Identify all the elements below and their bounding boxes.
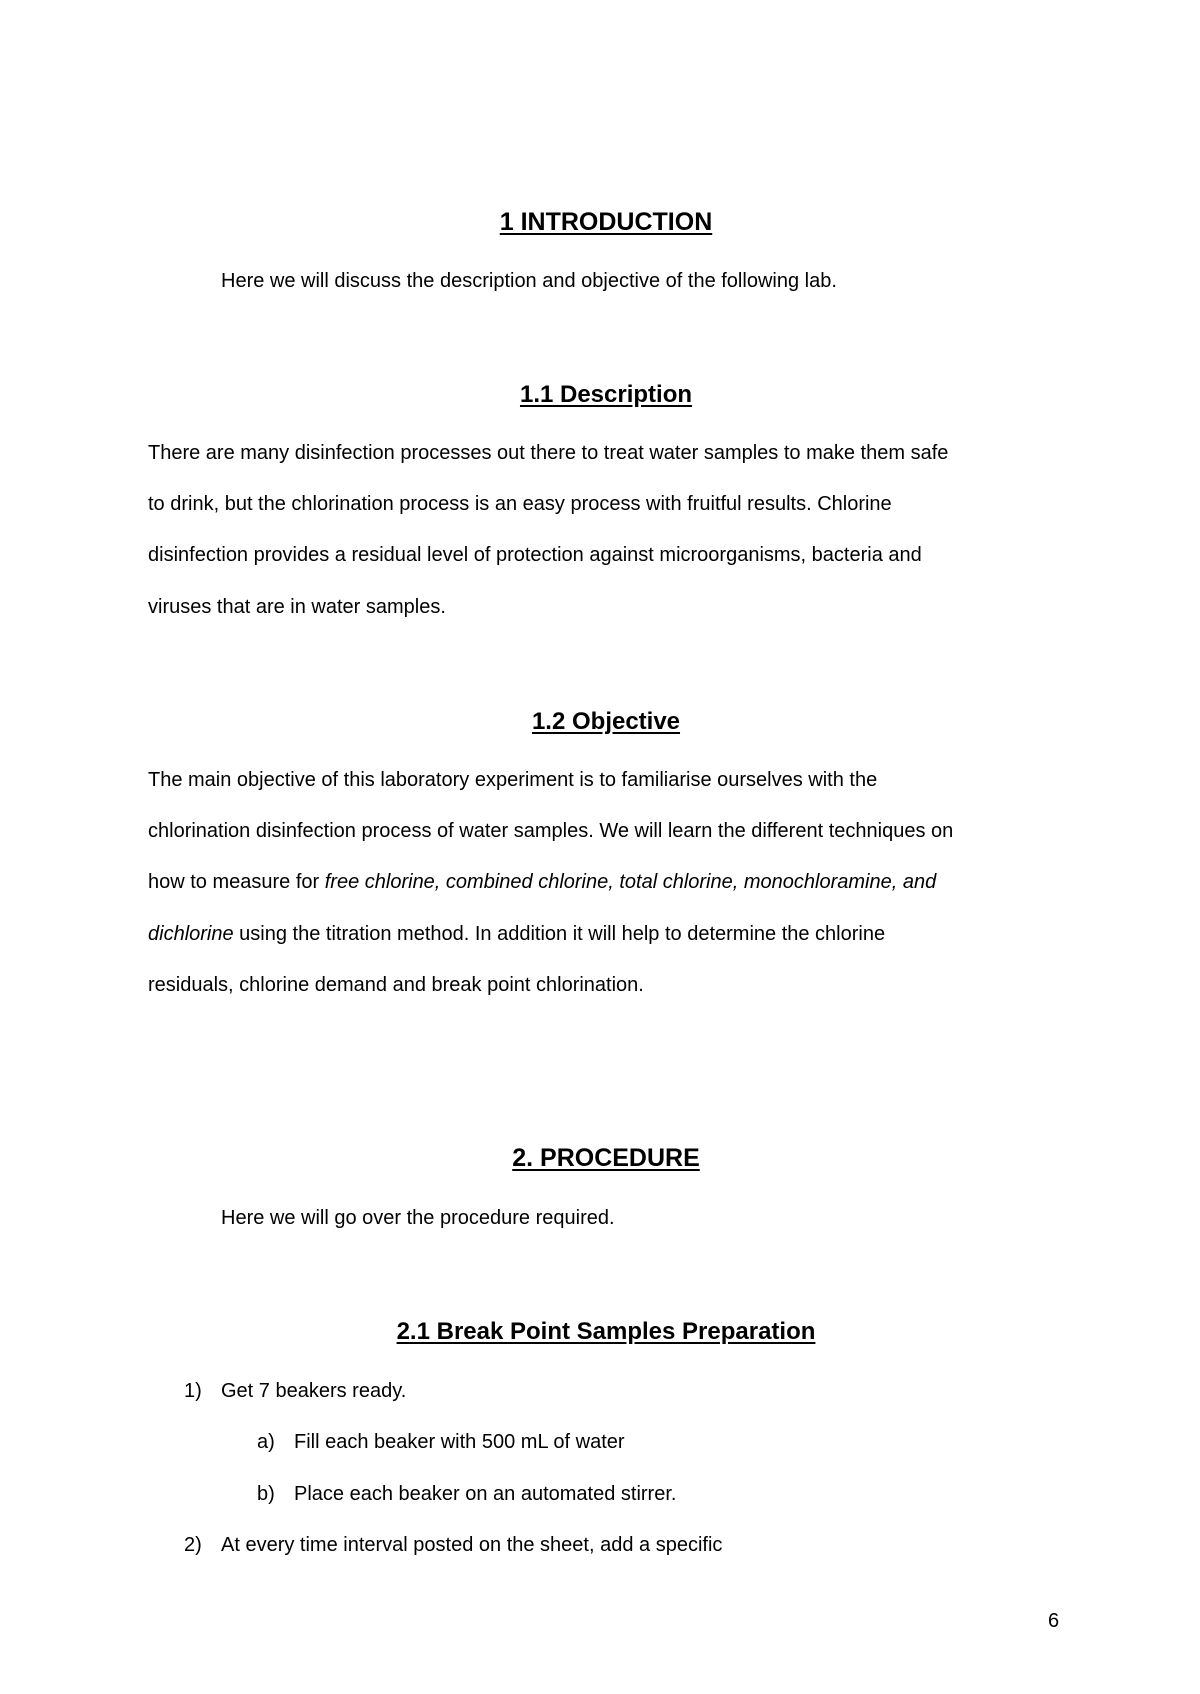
introduction-text: Here we will discuss the description and objective of the following lab. (221, 270, 837, 292)
page-number: 6 (1048, 1610, 1060, 1632)
sub-item-letter: a) (257, 1431, 275, 1453)
sub-item-text: Fill each beaker with 500 mL of water (294, 1431, 625, 1453)
list-item-number: 2) (184, 1534, 202, 1556)
objective-text: how to measure for (148, 871, 325, 893)
list-item-text: At every time interval posted on the sheet, add a specific (221, 1534, 723, 1556)
objective-line: residuals, chlorine demand and break point chlorination. (148, 974, 644, 996)
sub-item-letter: b) (257, 1483, 275, 1505)
heading-break-point-preparation: 2.1 Break Point Samples Preparation (396, 1318, 816, 1345)
heading-procedure: 2. PROCEDURE (512, 1144, 700, 1172)
description-line: disinfection provides a residual level of protection against microorganisms, bacteria and (148, 544, 922, 566)
list-item-text: Get 7 beakers ready. (221, 1380, 407, 1402)
description-line: There are many disinfection processes out there to treat water samples to make them safe (148, 442, 949, 464)
chlorine-types-italic: free chlorine, combined chlorine, total chlorine, monochloramine, and (324, 871, 937, 893)
objective-line (148, 869, 936, 895)
description-line: viruses that are in water samples. (148, 596, 446, 618)
objective-line: chlorination disinfection process of water samples. We will learn the different techniques on (148, 820, 954, 842)
heading-description: 1.1 Description (519, 381, 693, 408)
list-item-number: 1) (184, 1380, 202, 1402)
description-line: to drink, but the chlorination process is an easy process with fruitful results. Chlorine (148, 493, 892, 515)
dichlorine-italic: dichlorine (148, 923, 234, 945)
heading-objective: 1.2 Objective (531, 708, 681, 735)
objective-line (148, 921, 885, 947)
objective-line: The main objective of this laboratory experiment is to familiarise ourselves with the (148, 769, 878, 791)
sub-item-text: Place each beaker on an automated stirrer. (294, 1483, 677, 1505)
objective-text: using the titration method. In addition it will help to determine the chlorine (233, 923, 886, 945)
heading-introduction: 1 INTRODUCTION (499, 208, 713, 236)
procedure-intro-text: Here we will go over the procedure required. (221, 1207, 615, 1229)
